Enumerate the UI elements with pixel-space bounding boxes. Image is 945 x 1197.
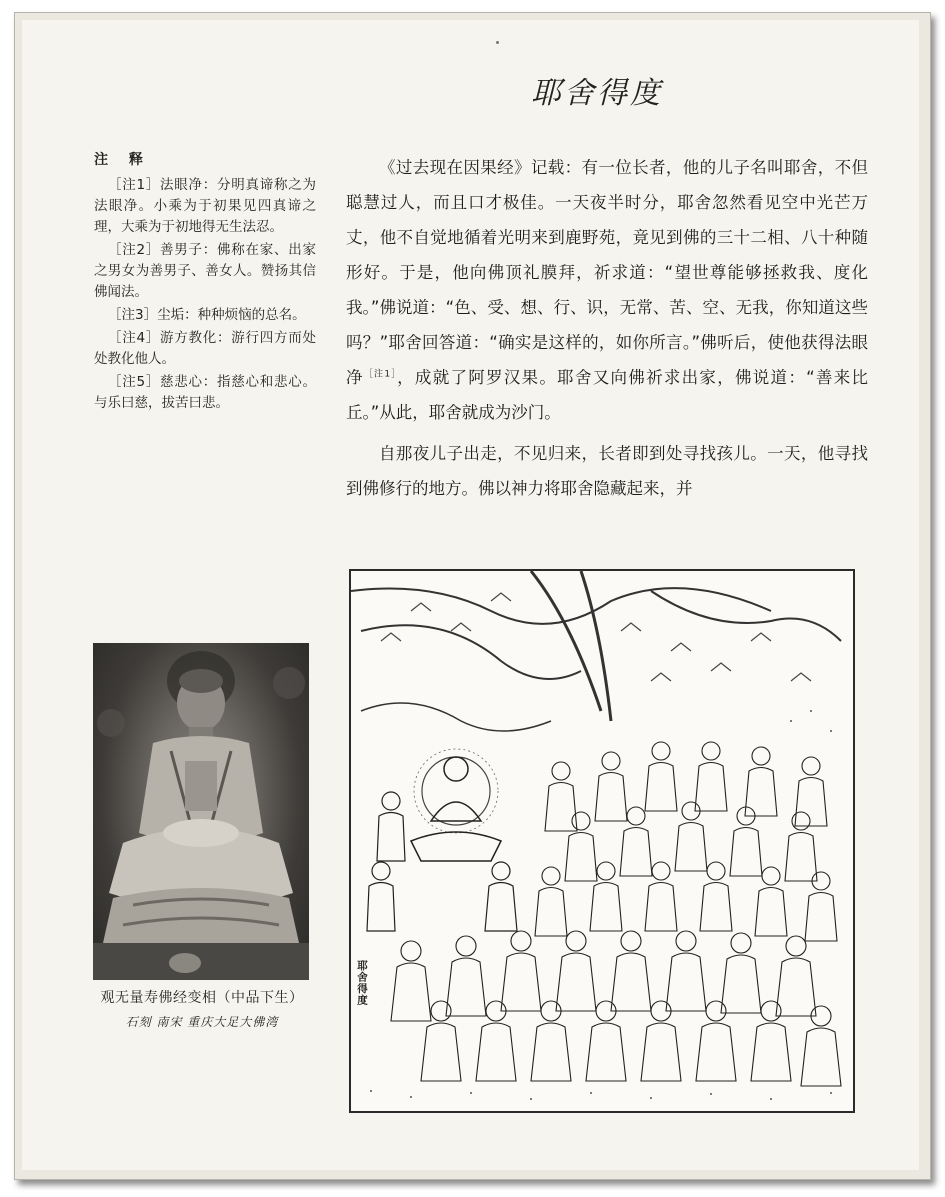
woodblock-illustration <box>349 569 855 1113</box>
note-3: ［注3］尘垢：种种烦恼的总名。 <box>108 307 306 323</box>
paragraph-2: 自那夜儿子出走，不见归来，长者即到处寻找孩儿。一天，他寻找到佛修行的地方。佛以神力将耶舍隐藏起来，并 <box>346 444 868 498</box>
photo-caption <box>84 987 320 1030</box>
note-1: ［注1］法眼净：分明真谛称之为法眼净。小乘为于初果见四真谛之理，大乘为于初地得无生法忍。 <box>94 177 316 235</box>
buddha-statue-image <box>93 643 309 980</box>
body-text <box>346 150 868 512</box>
footnote-marker-1[interactable]: ［注1］ <box>363 369 398 380</box>
paragraph-1-part-b: ，成就了阿罗汉果。耶舍又向佛祈求出家，佛说道：“善来比丘。”从此，耶舍就成为沙门。 <box>346 368 868 422</box>
buddha-preaching-illustration <box>351 571 853 1111</box>
notes-column <box>94 150 316 416</box>
decorative-dot <box>496 41 499 44</box>
notes-heading: 注 释 <box>94 152 151 168</box>
paragraph-1 <box>346 150 868 430</box>
illustration-title-label: 耶舍得度 <box>356 960 368 1006</box>
note-4: ［注4］游方教化：游行四方而处处教化他人。 <box>94 330 316 367</box>
photo-caption-title: 观无量寿佛经变相（中品下生） <box>100 990 304 1006</box>
stone-carving-photo <box>93 643 309 980</box>
page-title: 耶舍得度 <box>531 76 663 111</box>
photo-caption-source: 石刻 南宋 重庆大足大佛湾 <box>125 1015 279 1029</box>
paragraph-1-part-a: 《过去现在因果经》记载：有一位长者，他的儿子名叫耶舍，不但聪慧过人，而且口才极佳。一天夜半时分，耶舍忽然看见空中光芒万丈，他不自觉地循着光明来到鹿野苑，竟见到佛的三十二相、八十种随形好。于是，他向佛顶礼膜拜，祈求道：“望世尊能够拯救我、度化我。”佛说道：“色、受、想、行、识，无常、苦、空、无我，你知道这些吗？”耶舍回答道：“确实是这样的，如你所言。”佛听后，使他获得法眼净 <box>346 158 868 387</box>
note-2: ［注2］善男子：佛称在家、出家之男女为善男子、善女人。赞扬其信佛闻法。 <box>94 242 316 300</box>
note-5: ［注5］慈悲心：指慈心和悲心。与乐曰慈，拔苦曰悲。 <box>94 374 316 411</box>
